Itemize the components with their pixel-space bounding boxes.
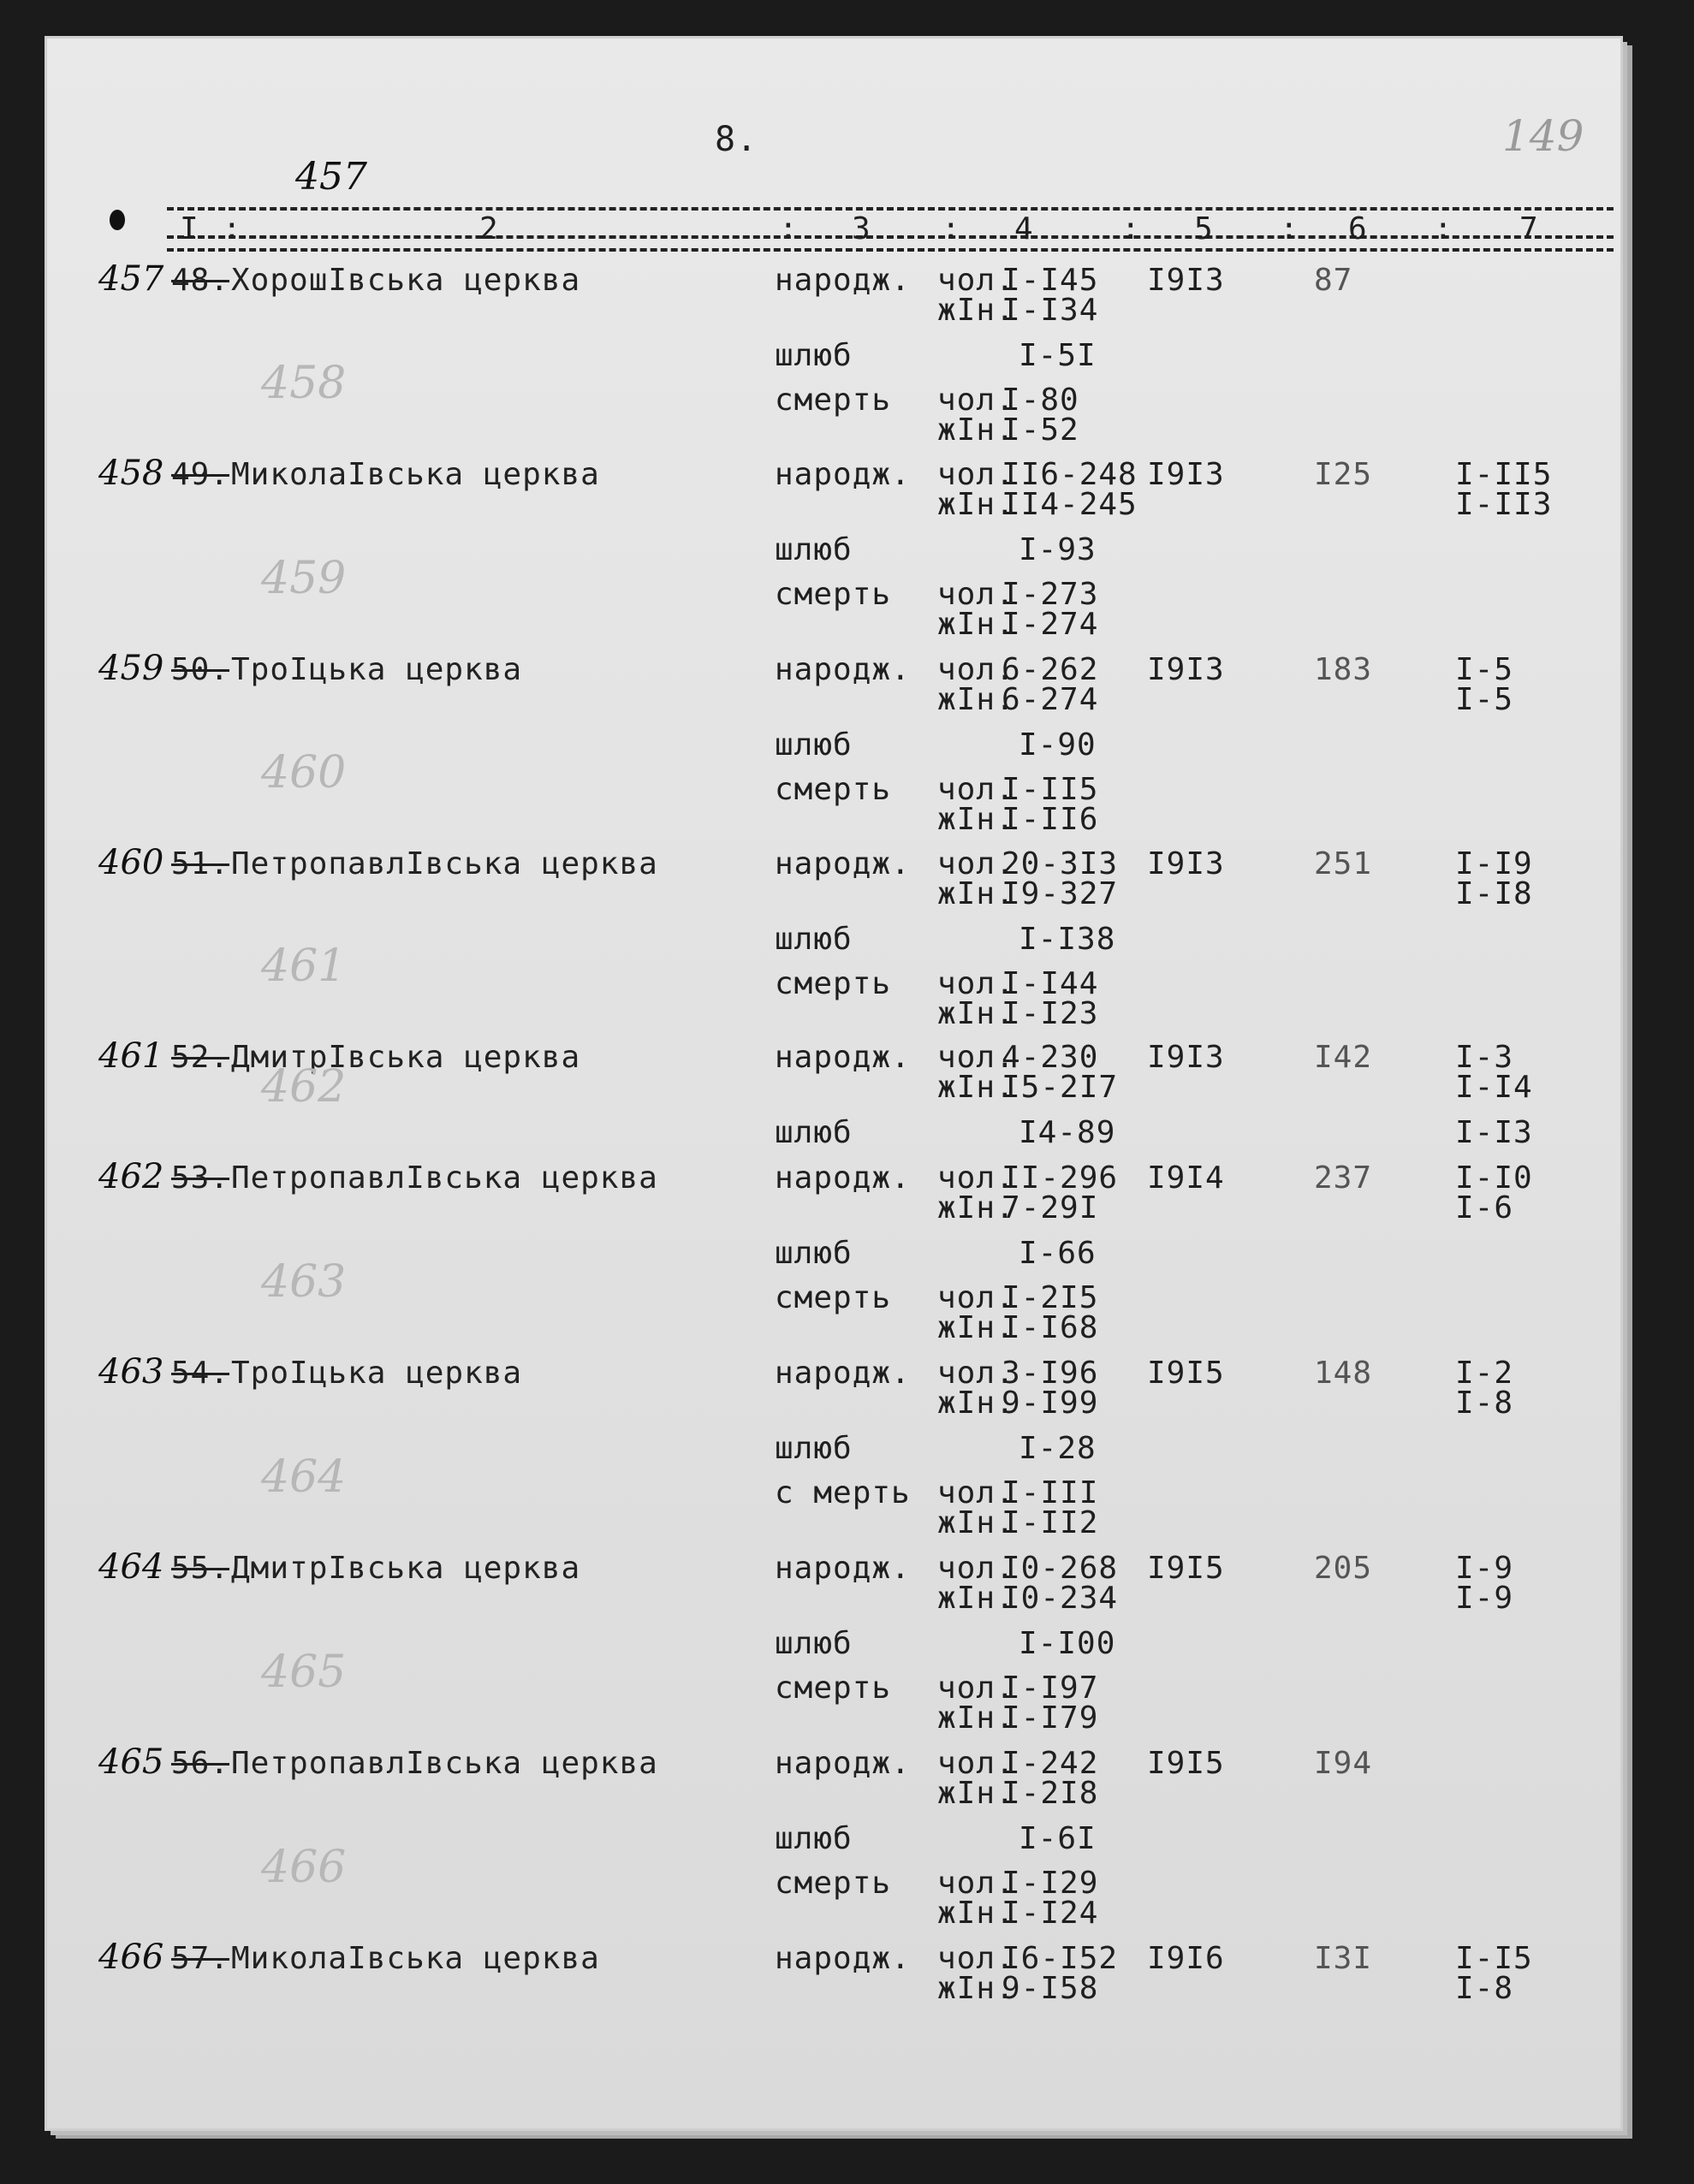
column-7-value: I-6 [1455, 1190, 1514, 1226]
marriage-count: I-28 [1019, 1431, 1097, 1466]
male-count: I-2I5 [1002, 1280, 1099, 1315]
male-count: I-III [1002, 1475, 1099, 1510]
female-label: жІн. [937, 1581, 1015, 1616]
record-type-deaths: смерть [775, 966, 892, 1001]
church-name: МиколаІвська церква [231, 1941, 600, 1976]
female-count: I-II6 [1002, 802, 1099, 837]
male-label: чол. [937, 1866, 1015, 1901]
church-name: МиколаІвська церква [231, 457, 600, 492]
female-count: 6-274 [1002, 682, 1099, 717]
male-label: чол. [937, 846, 1015, 881]
column-header-7: 7 [1519, 211, 1539, 246]
handwritten-entry-number: 462 [98, 1157, 164, 1196]
record-type-marriages: шлюб [775, 1821, 853, 1856]
male-label: чол. [937, 383, 1015, 418]
record-type-deaths: смерть [775, 772, 892, 807]
female-count: I-I24 [1002, 1896, 1099, 1931]
male-label: чол. [937, 772, 1015, 807]
column-7-value: I-I3 [1455, 1115, 1533, 1150]
female-count: I-II2 [1002, 1505, 1099, 1540]
male-count: 4-230 [1002, 1040, 1099, 1075]
male-label: чол. [937, 652, 1015, 687]
column-7-value: I-II5 [1455, 457, 1553, 492]
record-type-deaths: смерть [775, 1280, 892, 1315]
female-count: I-I23 [1002, 996, 1099, 1031]
male-label: чол. [937, 1475, 1015, 1510]
record-type-marriages: шлюб [775, 338, 853, 373]
year: I9I3 [1147, 457, 1225, 492]
original-entry-number: 49. [171, 457, 230, 492]
female-label: жІн. [937, 1386, 1015, 1421]
church-name: ХорошІвська церква [231, 263, 581, 298]
female-label: жІн. [937, 996, 1015, 1031]
record-type-deaths: смерть [775, 577, 892, 612]
header-rule-mid [167, 235, 1614, 239]
male-count: 20-3I3 [1002, 846, 1119, 881]
original-entry-number: 53. [171, 1160, 230, 1196]
record-type-births: народж. [775, 1941, 911, 1976]
pencil-annotation: 461 [261, 941, 347, 992]
record-type-births: народж. [775, 652, 911, 687]
church-name: ДмитрІвська церква [231, 1551, 581, 1586]
marriage-count: I-6I [1019, 1821, 1097, 1856]
year: I9I6 [1147, 1941, 1225, 1976]
original-entry-number: 50. [171, 652, 230, 687]
pencil-annotation: 466 [261, 1842, 347, 1893]
column-7-value: I-5 [1455, 682, 1514, 717]
record-type-births: народж. [775, 846, 911, 881]
column-7-value: I-3 [1455, 1040, 1514, 1075]
column-header-sep: : [1121, 211, 1141, 246]
column-7-value: I-I9 [1455, 846, 1533, 881]
male-count: I-80 [1002, 383, 1079, 418]
archival-page [47, 39, 1620, 2128]
pencil-annotation: 459 [261, 553, 347, 604]
male-count: 3-I96 [1002, 1356, 1099, 1391]
female-label: жІн. [937, 682, 1015, 717]
sheet-count: 205 [1314, 1551, 1373, 1586]
record-type-births: народж. [775, 263, 911, 298]
pencil-annotation: 463 [261, 1256, 347, 1308]
record-type-births: народж. [775, 1160, 911, 1196]
record-type-marriages: шлюб [775, 532, 853, 567]
record-type-deaths: с мерть [775, 1475, 911, 1510]
male-count: II-296 [1002, 1160, 1119, 1196]
female-count: I-52 [1002, 412, 1079, 448]
sheet-count: I94 [1314, 1746, 1373, 1781]
column-7-value: I-II3 [1455, 487, 1553, 522]
original-entry-number: 56. [171, 1746, 230, 1781]
female-count: I0-234 [1002, 1581, 1119, 1616]
record-type-births: народж. [775, 1040, 911, 1075]
sheet-count: 148 [1314, 1356, 1373, 1391]
sheet-count: I3I [1314, 1941, 1373, 1976]
header-rule-bottom [167, 248, 1614, 252]
record-type-marriages: шлюб [775, 1115, 853, 1150]
pencil-annotation: 460 [261, 747, 347, 798]
year: I9I4 [1147, 1160, 1225, 1196]
sheet-count: 237 [1314, 1160, 1373, 1196]
male-count: I-273 [1002, 577, 1099, 612]
year: I9I3 [1147, 846, 1225, 881]
marriage-count: I-93 [1019, 532, 1097, 567]
marriage-count: I-I00 [1019, 1626, 1116, 1661]
female-count: 9-I99 [1002, 1386, 1099, 1421]
church-name: ДмитрІвська церква [231, 1040, 581, 1075]
male-label: чол. [937, 1040, 1015, 1075]
column-7-value: I-8 [1455, 1386, 1514, 1421]
handwritten-entry-number: 464 [98, 1547, 164, 1587]
female-label: жІн. [937, 1896, 1015, 1931]
female-count: 7-29I [1002, 1190, 1099, 1226]
church-name: ТроІцька церква [231, 1356, 523, 1391]
female-count: I-I34 [1002, 293, 1099, 328]
sheet-count: 251 [1314, 846, 1373, 881]
female-label: жІн. [937, 1776, 1015, 1811]
column-header-5: 5 [1194, 211, 1214, 246]
record-type-marriages: шлюб [775, 1236, 853, 1271]
ink-mark [110, 210, 125, 230]
record-type-deaths: смерть [775, 1866, 892, 1901]
church-name: ПетропавлІвська церква [231, 846, 658, 881]
handwritten-entry-number: 457 [98, 259, 164, 299]
record-type-births: народж. [775, 1746, 911, 1781]
male-label: чол. [937, 1746, 1015, 1781]
female-label: жІн. [937, 1505, 1015, 1540]
male-count: I-I44 [1002, 966, 1099, 1001]
year: I9I5 [1147, 1551, 1225, 1586]
female-label: жІн. [937, 1190, 1015, 1226]
record-type-deaths: смерть [775, 1671, 892, 1706]
year: I9I3 [1147, 1040, 1225, 1075]
original-entry-number: 57. [171, 1941, 230, 1976]
column-separator: : [1434, 211, 1453, 246]
pencil-annotation: 462 [261, 1061, 347, 1113]
female-count: I-I79 [1002, 1700, 1099, 1736]
handwritten-entry-number: 461 [98, 1036, 164, 1076]
page-number: 8. [715, 120, 758, 159]
column-header-3: 3 [852, 211, 871, 246]
year: I9I3 [1147, 263, 1225, 298]
male-label: чол. [937, 1671, 1015, 1706]
male-label: чол. [937, 263, 1015, 298]
female-label: жІн. [937, 1310, 1015, 1345]
original-entry-number: 52. [171, 1040, 230, 1075]
female-label: жІн. [937, 412, 1015, 448]
record-type-deaths: смерть [775, 383, 892, 418]
marriage-count: I-I38 [1019, 922, 1116, 957]
column-separator: : [942, 211, 961, 246]
male-count: 6-262 [1002, 652, 1099, 687]
male-count: I0-268 [1002, 1551, 1119, 1586]
record-type-births: народж. [775, 1356, 911, 1391]
church-name: ПетропавлІвська церква [231, 1160, 658, 1196]
column-header-4: 4 [1014, 211, 1034, 246]
male-label: чол. [937, 1280, 1015, 1315]
column-7-value: I-I8 [1455, 876, 1533, 911]
handwritten-top-number: 457 [295, 155, 367, 199]
column-7-value: I-I4 [1455, 1070, 1533, 1105]
female-count: 9-I58 [1002, 1971, 1099, 2006]
pencil-annotation: 464 [261, 1451, 347, 1503]
male-count: I-II5 [1002, 772, 1099, 807]
column-header-2: 2 [479, 211, 499, 246]
male-label: чол. [937, 1551, 1015, 1586]
header-rule-top [167, 207, 1614, 211]
sheet-count: I42 [1314, 1040, 1373, 1075]
male-label: чол. [937, 1941, 1015, 1976]
original-entry-number: 51. [171, 846, 230, 881]
record-type-births: народж. [775, 1551, 911, 1586]
record-type-marriages: шлюб [775, 922, 853, 957]
handwritten-entry-number: 458 [98, 454, 164, 493]
year: I9I5 [1147, 1746, 1225, 1781]
column-header-6: 6 [1348, 211, 1368, 246]
female-count: II4-245 [1002, 487, 1138, 522]
marriage-count: I4-89 [1019, 1115, 1116, 1150]
archive-sheet-number: 149 [1502, 111, 1584, 161]
female-count: I5-2I7 [1002, 1070, 1119, 1105]
record-type-marriages: шлюб [775, 1626, 853, 1661]
male-count: I-I97 [1002, 1671, 1099, 1706]
female-label: жІн. [937, 876, 1015, 911]
handwritten-entry-number: 465 [98, 1742, 164, 1782]
pencil-annotation: 458 [261, 358, 347, 409]
column-7-value: I-8 [1455, 1971, 1514, 2006]
female-label: жІн. [937, 487, 1015, 522]
church-name: ТроІцька церква [231, 652, 523, 687]
record-type-marriages: шлюб [775, 727, 853, 763]
year: I9I5 [1147, 1356, 1225, 1391]
church-name: ПетропавлІвська церква [231, 1746, 658, 1781]
column-7-value: I-I5 [1455, 1941, 1533, 1976]
female-label: жІн. [937, 802, 1015, 837]
original-entry-number: 54. [171, 1356, 230, 1391]
record-type-marriages: шлюб [775, 1431, 853, 1466]
female-label: жІн. [937, 1070, 1015, 1105]
handwritten-entry-number: 466 [98, 1938, 164, 1977]
sheet-count: 87 [1314, 263, 1353, 298]
sheet-count: I25 [1314, 457, 1373, 492]
column-7-value: I-5 [1455, 652, 1514, 687]
marriage-count: I-5I [1019, 338, 1097, 373]
pencil-annotation: 465 [261, 1647, 347, 1698]
column-7-value: I-2 [1455, 1356, 1514, 1391]
marriage-count: I-66 [1019, 1236, 1097, 1271]
male-label: чол. [937, 1160, 1015, 1196]
female-count: I-I68 [1002, 1310, 1099, 1345]
male-count: I-I29 [1002, 1866, 1099, 1901]
male-label: чол. [937, 577, 1015, 612]
male-count: I6-I52 [1002, 1941, 1119, 1976]
male-count: II6-248 [1002, 457, 1138, 492]
column-7-value: I-I0 [1455, 1160, 1533, 1196]
handwritten-entry-number: 463 [98, 1352, 164, 1392]
handwritten-entry-number: 459 [98, 649, 164, 688]
male-label: чол. [937, 1356, 1015, 1391]
original-entry-number: 48. [171, 263, 230, 298]
male-count: I-242 [1002, 1746, 1099, 1781]
female-count: I9-327 [1002, 876, 1119, 911]
male-count: I-I45 [1002, 263, 1099, 298]
female-count: I-274 [1002, 607, 1099, 642]
marriage-count: I-90 [1019, 727, 1097, 763]
handwritten-entry-number: 460 [98, 843, 164, 882]
column-header-1: I [180, 211, 199, 246]
column-separator: : [223, 211, 242, 246]
female-label: жІн. [937, 293, 1015, 328]
female-label: жІн. [937, 607, 1015, 642]
record-type-births: народж. [775, 457, 911, 492]
column-separator: : [779, 211, 799, 246]
female-count: I-2I8 [1002, 1776, 1099, 1811]
column-7-value: I-9 [1455, 1551, 1514, 1586]
column-separator: : [1280, 211, 1299, 246]
male-label: чол. [937, 966, 1015, 1001]
male-label: чол. [937, 457, 1015, 492]
female-label: жІн. [937, 1971, 1015, 2006]
column-7-value: I-9 [1455, 1581, 1514, 1616]
sheet-count: 183 [1314, 652, 1373, 687]
female-label: жІн. [937, 1700, 1015, 1736]
year: I9I3 [1147, 652, 1225, 687]
original-entry-number: 55. [171, 1551, 230, 1586]
